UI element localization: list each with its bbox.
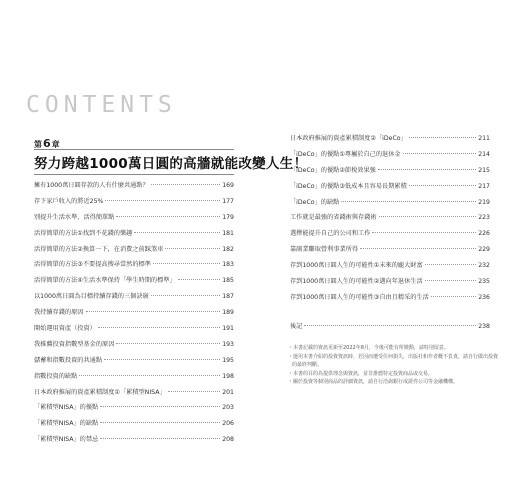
dot-leader bbox=[165, 248, 220, 249]
toc-entry-title: 活得簡單的方法③不要提高搜尋當然的標準 bbox=[34, 261, 151, 269]
toc-entry-page: 236 bbox=[478, 293, 490, 301]
dot-leader bbox=[178, 279, 221, 280]
toc-entry-page: 191 bbox=[222, 325, 234, 333]
dot-leader bbox=[79, 375, 220, 376]
toc-entry[interactable] bbox=[290, 244, 490, 260]
toc-entry[interactable] bbox=[34, 244, 234, 260]
chapter-number: 6 bbox=[43, 137, 51, 150]
dot-leader bbox=[360, 248, 476, 249]
toc-entry-title: 活得簡單的方法①找到不花錢的樂趣 bbox=[34, 229, 133, 237]
dot-leader bbox=[425, 280, 477, 281]
toc-entry[interactable] bbox=[34, 355, 234, 371]
dot-leader bbox=[116, 343, 220, 344]
toc-entry-title: 存到1000萬日圓人生的可能性③自由且精采的生活 bbox=[290, 293, 429, 301]
toc-entry-page: 189 bbox=[222, 309, 234, 317]
toc-entry-page: 211 bbox=[478, 135, 490, 142]
toc-entry[interactable] bbox=[290, 149, 490, 165]
toc-entry-title: 存到1000萬日圓人生的可能性②邁向年退休生活 bbox=[290, 278, 423, 286]
toc-entry-title: 指數投資的缺點 bbox=[34, 372, 78, 380]
toc-entry-title: 存下家戶收入的將近25% bbox=[34, 197, 104, 205]
dot-leader bbox=[379, 216, 477, 217]
toc-entry[interactable] bbox=[34, 402, 234, 418]
dot-leader bbox=[105, 200, 220, 201]
toc-entry[interactable] bbox=[34, 307, 234, 323]
toc-entry-title: 我推薦投資指數型基金的原因 bbox=[34, 340, 115, 348]
toc-entry[interactable] bbox=[290, 228, 490, 244]
dot-leader bbox=[153, 263, 220, 264]
chapter-divider-top bbox=[34, 149, 234, 150]
toc-entry-page: 217 bbox=[478, 182, 490, 190]
chapter-divider-bottom bbox=[34, 174, 234, 175]
toc-entry-title: 存到1000萬日圓人生的可能性①未來的龐大財富 bbox=[290, 262, 423, 270]
toc-entry-title: 「iDeCo」的缺點 bbox=[290, 198, 340, 206]
disclaimer-note: ・本書的目的為提供理念與資訊，並非推薦特定投資商品或交易。 bbox=[288, 370, 434, 377]
dot-leader bbox=[104, 359, 220, 360]
toc-entry-page: 229 bbox=[478, 246, 490, 254]
toc-entry[interactable] bbox=[290, 133, 490, 149]
toc-entry[interactable] bbox=[34, 212, 234, 228]
dot-leader bbox=[134, 232, 220, 233]
toc-entry[interactable] bbox=[290, 197, 490, 213]
disclaimer-note: ・本書記載的資訊更新至2022年8月，今後可能有所變動，請特別留意。 bbox=[288, 345, 449, 351]
disclaimer-note: ・運用本書介紹的投資資訊時，若因而遭受任何損失，出版社和作者概不負責，請自行做出投資的最終判斷。 bbox=[288, 353, 499, 369]
toc-entry-page: 182 bbox=[222, 245, 234, 253]
toc-entry-title: 「iDeCo」的優點②節稅效果強 bbox=[290, 166, 376, 174]
toc-entry-title: 活得簡單的方法②換算一下，在消費之前踩煞車 bbox=[34, 245, 164, 253]
toc-entry-page: 206 bbox=[222, 420, 234, 428]
toc-entry-title: 後記 bbox=[290, 322, 303, 330]
toc-entry-title: 選擇能提升自己的公司和工作 bbox=[290, 230, 371, 238]
toc-entry-title: 儲蓄和指數投資的共通點 bbox=[34, 356, 103, 364]
chapter-title: 努力跨越1000萬日圓的高牆就能改變人生！ bbox=[34, 156, 308, 172]
disclaimer-notes bbox=[288, 344, 498, 387]
toc-entry-page: 183 bbox=[222, 261, 234, 269]
toc-entry[interactable] bbox=[34, 339, 234, 355]
toc-entry-page: 187 bbox=[222, 293, 234, 301]
dot-leader bbox=[378, 169, 476, 170]
toc-entry-page: 193 bbox=[222, 340, 234, 348]
toc-entry-title: 我持續存錢的原因 bbox=[34, 309, 84, 317]
toc-entry[interactable] bbox=[290, 276, 490, 292]
toc-entry-page: 208 bbox=[222, 436, 234, 444]
toc-entry[interactable] bbox=[34, 418, 234, 434]
toc-entry[interactable] bbox=[34, 275, 234, 291]
toc-entry-page: 181 bbox=[222, 229, 234, 237]
toc-entry-title: 日本政府推展的資產累積制度②「iDeCo」 bbox=[290, 135, 407, 142]
toc-entry-title: 擁有1000萬日圓存款的人有什麼共通點？ bbox=[34, 182, 149, 189]
toc-entry[interactable] bbox=[290, 165, 490, 181]
toc-entry[interactable] bbox=[34, 196, 234, 212]
dot-leader bbox=[116, 216, 220, 217]
toc-entry-title: 以1000萬日圓為目標持續存錢的三個訣竅 bbox=[34, 293, 149, 301]
toc-entry-page: 238 bbox=[478, 322, 490, 330]
toc-entry[interactable] bbox=[34, 387, 234, 403]
toc-entry-page: 169 bbox=[222, 182, 234, 189]
toc-entry-page: 219 bbox=[478, 198, 490, 206]
toc-entry-page: 214 bbox=[478, 150, 490, 158]
dot-leader bbox=[431, 296, 476, 297]
toc-entry[interactable] bbox=[290, 260, 490, 276]
toc-entry-page: 203 bbox=[222, 404, 234, 412]
toc-entry-title: 活得簡單的方法④生活水準保持「學生時期的標準」 bbox=[34, 277, 176, 285]
toc-entry-page: 215 bbox=[478, 166, 490, 174]
dot-leader bbox=[372, 232, 476, 233]
dot-leader bbox=[409, 137, 476, 138]
dot-leader bbox=[403, 153, 477, 154]
toc-entry-title: 「累積型NISA」的優點 bbox=[34, 404, 99, 412]
dot-leader bbox=[100, 438, 220, 439]
toc-entry[interactable] bbox=[290, 321, 490, 337]
chapter-suffix: 章 bbox=[51, 140, 60, 149]
toc-entry-title: 「累積型NISA」的禁忌 bbox=[34, 436, 99, 444]
toc-entry[interactable] bbox=[290, 292, 490, 308]
dot-leader bbox=[151, 184, 220, 185]
chapter-prefix: 第 bbox=[34, 140, 42, 149]
dot-leader bbox=[151, 295, 220, 296]
dot-leader bbox=[100, 422, 220, 423]
toc-entry-page: 232 bbox=[478, 262, 490, 270]
toc-entry[interactable] bbox=[34, 291, 234, 307]
dot-leader bbox=[100, 406, 220, 407]
toc-list-right bbox=[290, 133, 490, 337]
dot-leader bbox=[86, 311, 221, 312]
toc-entry[interactable] bbox=[290, 181, 490, 197]
toc-entry-title: 別提升生活水準，活得簡單點 bbox=[34, 213, 115, 221]
dot-leader bbox=[98, 327, 220, 328]
toc-entry[interactable] bbox=[290, 212, 490, 228]
dot-leader bbox=[168, 391, 221, 392]
dot-leader bbox=[304, 325, 476, 326]
toc-entry-page: 195 bbox=[222, 356, 234, 364]
toc-entry-title: 開始運用資產（投資） bbox=[34, 325, 96, 333]
toc-entry[interactable] bbox=[34, 323, 234, 339]
toc-entry-title: 日本政府推展的資產累積制度①「累積型NISA」 bbox=[34, 388, 166, 396]
toc-entry-title: 「iDeCo」的優點①專屬於自己的退休金 bbox=[290, 150, 401, 158]
toc-entry-title: 工作就是最強的省錢術與存錢術 bbox=[290, 214, 377, 222]
toc-entry-page: 201 bbox=[222, 388, 234, 396]
toc-entry-page: 235 bbox=[478, 278, 490, 286]
toc-entry-page: 223 bbox=[478, 214, 490, 222]
toc-entry-title: 「累積型NISA」的缺點 bbox=[34, 420, 99, 428]
toc-list-left bbox=[34, 180, 234, 450]
disclaimer-note: ・關於投資等個別商品的詳細資訊，請自行洽詢銀行或證券公司等金融機構。 bbox=[288, 379, 459, 386]
toc-entry[interactable] bbox=[34, 434, 234, 450]
toc-entry-page: 198 bbox=[222, 372, 234, 380]
dot-leader bbox=[425, 264, 477, 265]
toc-entry-page: 177 bbox=[222, 197, 234, 205]
toc-entry[interactable] bbox=[34, 371, 234, 387]
toc-entry-page: 179 bbox=[222, 213, 234, 221]
toc-entry-page: 185 bbox=[222, 277, 234, 285]
toc-entry[interactable] bbox=[34, 180, 234, 196]
toc-entry-title: 「iDeCo」的優點③低成本且容易長期累積 bbox=[290, 182, 407, 190]
toc-entry-title: 靠副業賺取營利事業所得 bbox=[290, 246, 359, 254]
toc-entry-page: 226 bbox=[478, 230, 490, 238]
toc-entry[interactable] bbox=[34, 228, 234, 244]
dot-leader bbox=[341, 201, 476, 202]
toc-entry[interactable] bbox=[34, 259, 234, 275]
contents-heading: CONTENTS bbox=[26, 92, 177, 118]
dot-leader bbox=[409, 185, 476, 186]
